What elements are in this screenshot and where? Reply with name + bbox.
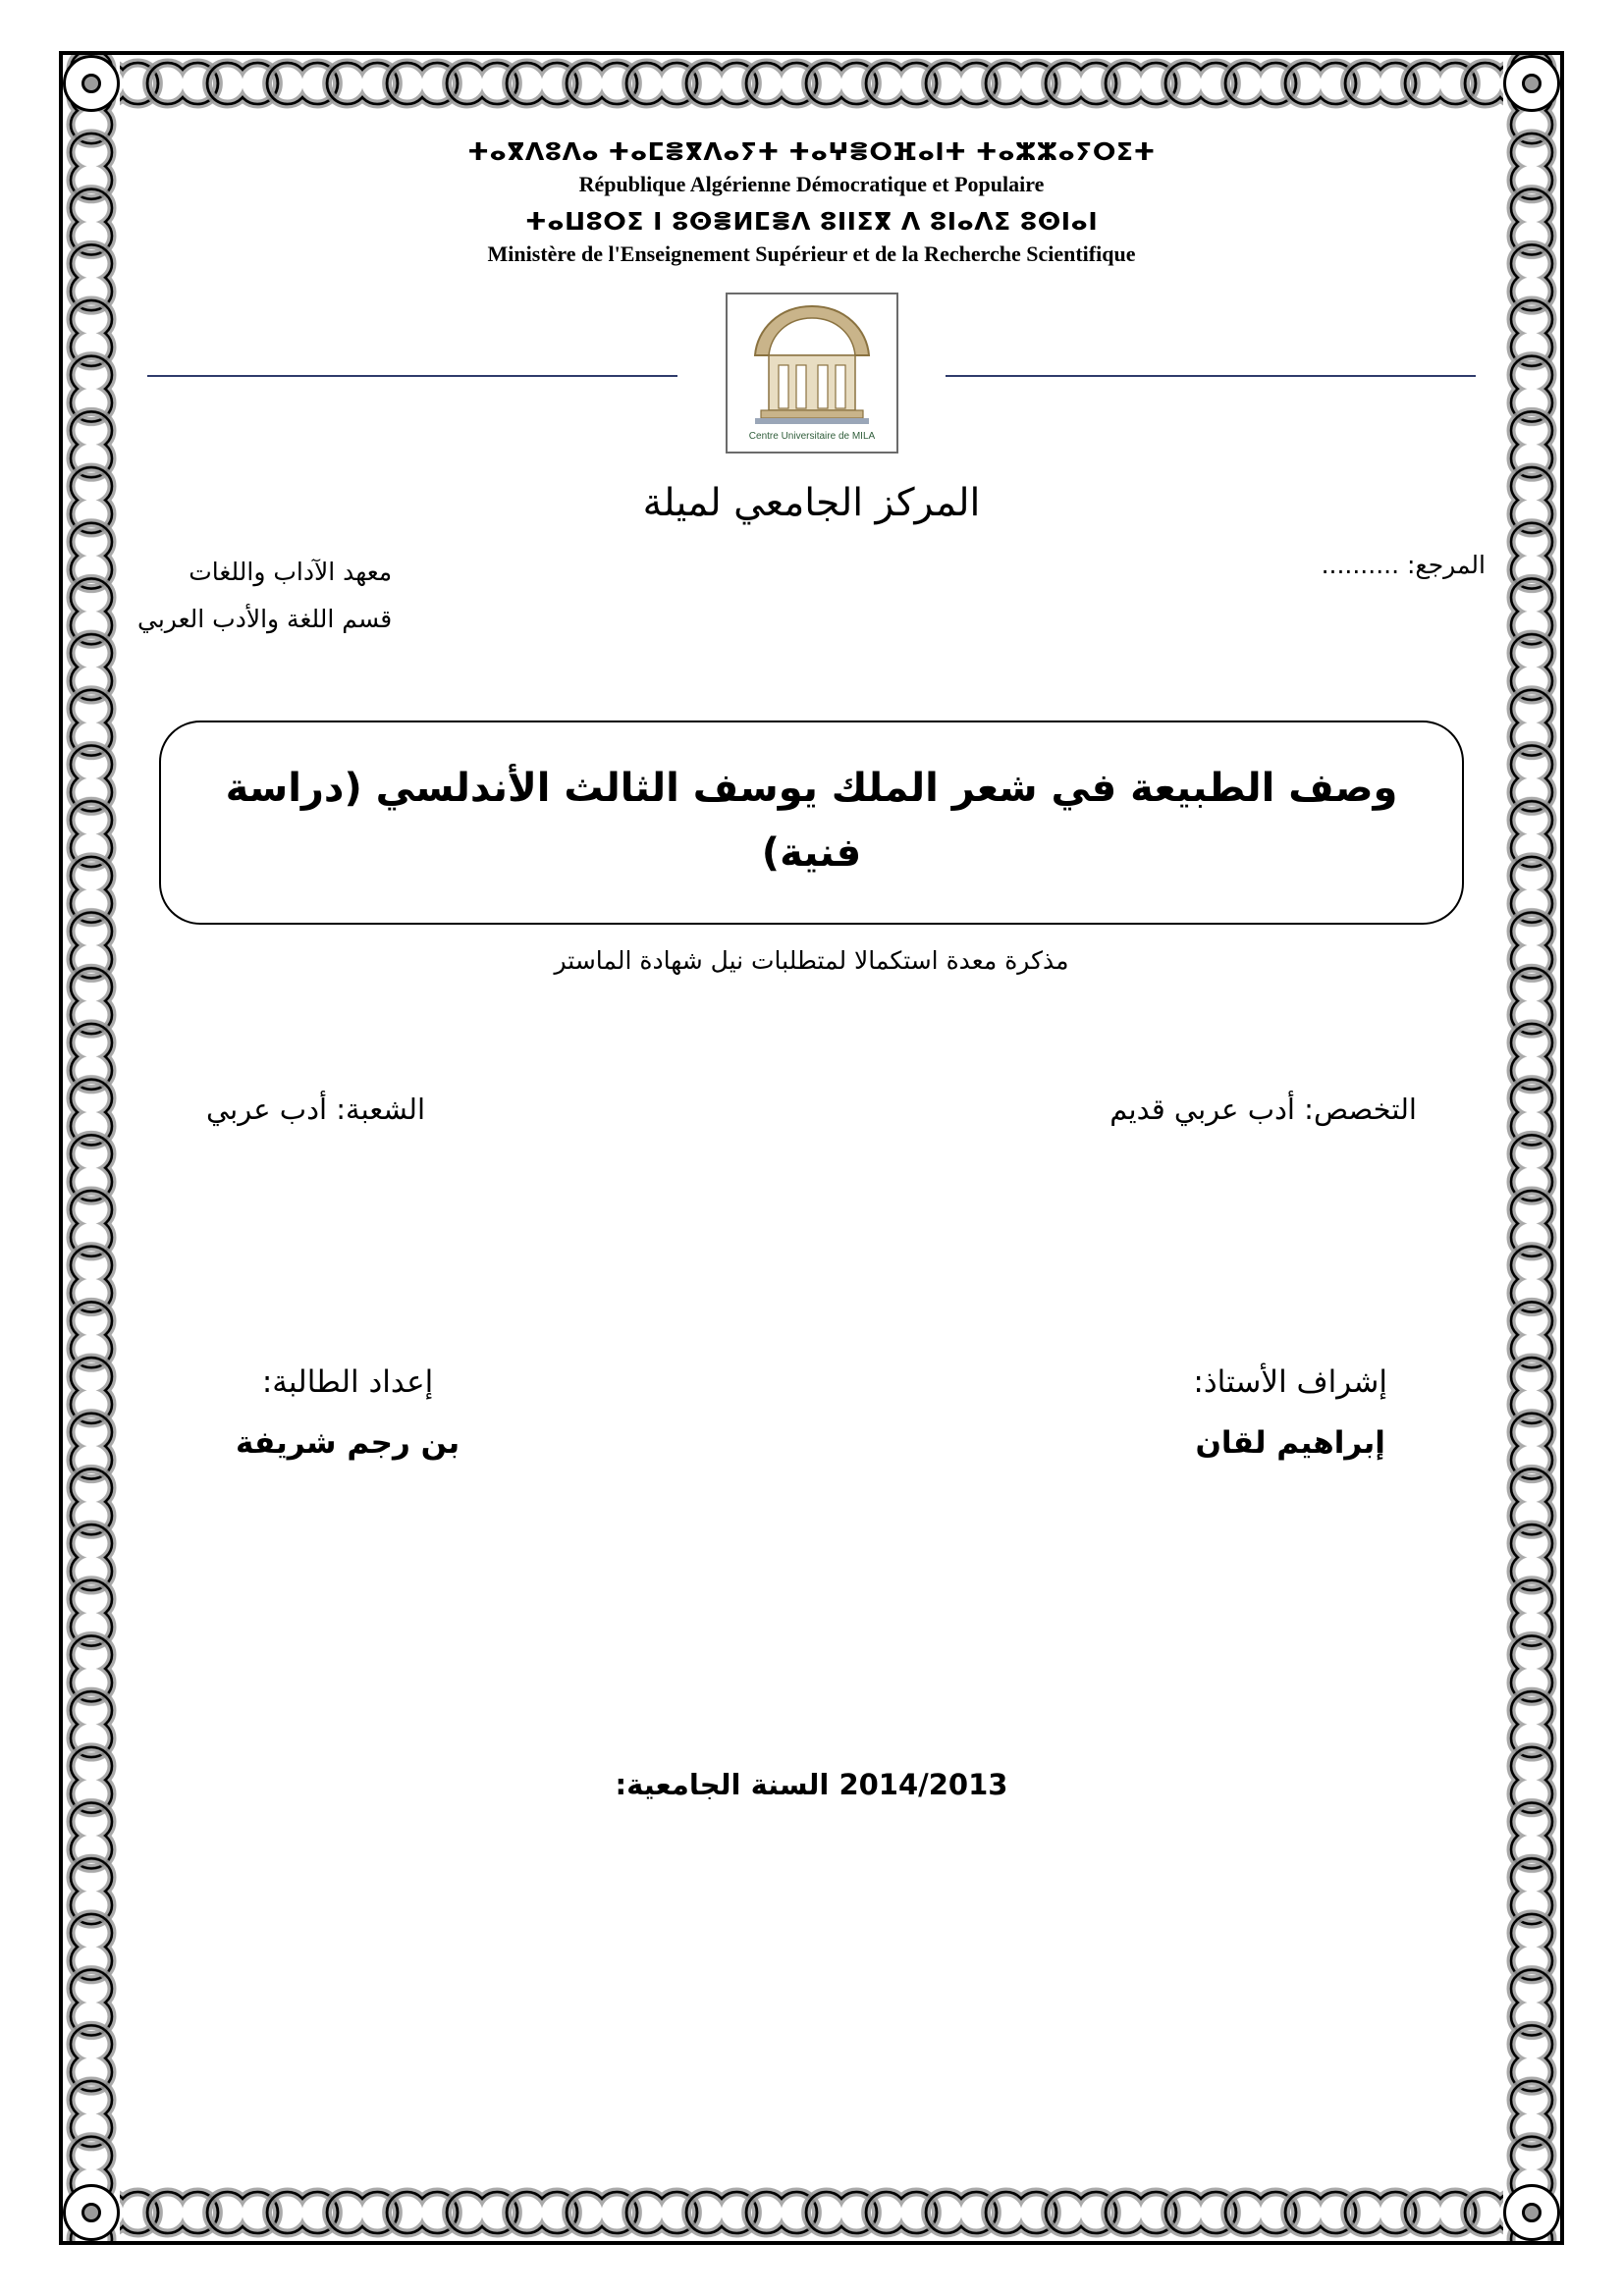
university-name: المركز الجامعي لميلة bbox=[642, 481, 981, 525]
supervisor-label: إشراف الأستاذ: bbox=[1193, 1364, 1387, 1400]
republic-tifinagh-line: ⵜⴰⴳⴷⵓⴷⴰ ⵜⴰⵎⴻⴳⴷⴰⵢⵜ ⵜⴰⵖⴻⵔⴼⴰⵏⵜ ⵜⴰⵣⵣⴰⵢⵔⵉⵜ bbox=[467, 137, 1156, 166]
university-logo-icon bbox=[726, 293, 898, 454]
chain-band-right bbox=[1503, 55, 1560, 2241]
academic-year-row bbox=[137, 1768, 1486, 1801]
divider-rule-right bbox=[946, 375, 1476, 377]
supervisor-name: إبراهيم لقان bbox=[1195, 1425, 1385, 1461]
chain-pattern-right-icon bbox=[1503, 55, 1560, 2241]
thesis-subtitle: مذكرة معدة استكمالا لمتطلبات نيل شهادة الماستر bbox=[554, 946, 1069, 975]
authors-row bbox=[137, 1352, 1486, 1473]
chain-band-bottom bbox=[63, 2184, 1560, 2241]
institute-reference-row bbox=[137, 549, 1486, 642]
student-name: بن رجم شريفة bbox=[236, 1425, 460, 1461]
logo-row bbox=[137, 293, 1486, 459]
chain-band-left bbox=[63, 55, 120, 2241]
svg-text:Centre Universitaire de MILA: Centre Universitaire de MILA bbox=[748, 431, 875, 442]
branch-specialty-row bbox=[137, 1093, 1486, 1126]
thesis-title: وصف الطبيعة في شعر الملك يوسف الثالث الأندلسي (دراسة فنية) bbox=[225, 766, 1398, 876]
institute-name: معهد الآداب واللغات bbox=[189, 558, 393, 586]
republic-french-line: République Algérienne Démocratique et Populaire bbox=[578, 172, 1045, 196]
chain-band-top bbox=[63, 55, 1560, 112]
student-label: إعداد الطالبة: bbox=[261, 1364, 434, 1400]
chain-pattern-top-icon bbox=[63, 55, 1560, 112]
academic-year-label: السنة الجامعية: bbox=[615, 1768, 830, 1801]
chain-pattern-bottom-icon bbox=[63, 2184, 1560, 2241]
specialty-label: التخصص: أدب عربي قديم bbox=[1109, 1093, 1417, 1126]
university-seal-graphic bbox=[728, 294, 896, 452]
corner-medallion-top-left-icon bbox=[63, 55, 120, 112]
corner-medallion-top-right-icon bbox=[1503, 55, 1560, 112]
corner-medallion-bottom-left-icon bbox=[63, 2184, 120, 2241]
department-name: قسم اللغة والأدب العربي bbox=[137, 604, 393, 633]
student-block bbox=[236, 1352, 460, 1473]
ministry-header bbox=[137, 137, 1486, 267]
supervisor-block bbox=[1193, 1352, 1387, 1473]
branch-label: الشعبة: أدب عربي bbox=[206, 1093, 426, 1126]
thesis-title-box bbox=[159, 721, 1464, 925]
chain-pattern-left-icon bbox=[63, 55, 120, 2241]
reference-label: المرجع: .......... bbox=[1321, 551, 1486, 579]
institute-department-block bbox=[137, 549, 392, 642]
corner-medallion-bottom-right-icon bbox=[1503, 2184, 1560, 2241]
divider-rule-left bbox=[147, 375, 677, 377]
ministry-tifinagh-line: ⵜⴰⵡⵓⵔⵉ ⵏ ⵓⵙⴻⵍⵎⴻⴷ ⵓⵏⵏⵉⴳ ⴷ ⵓⵏⴰⴷⵉ ⵓⵙⵏⴰⵏ bbox=[524, 207, 1099, 236]
cover-content bbox=[137, 137, 1486, 2159]
ministry-french-line: Ministère de l'Enseignement Supérieur et de la Recherche Scientifique bbox=[487, 241, 1136, 266]
academic-year-value: 2014/2013 bbox=[839, 1768, 1008, 1801]
